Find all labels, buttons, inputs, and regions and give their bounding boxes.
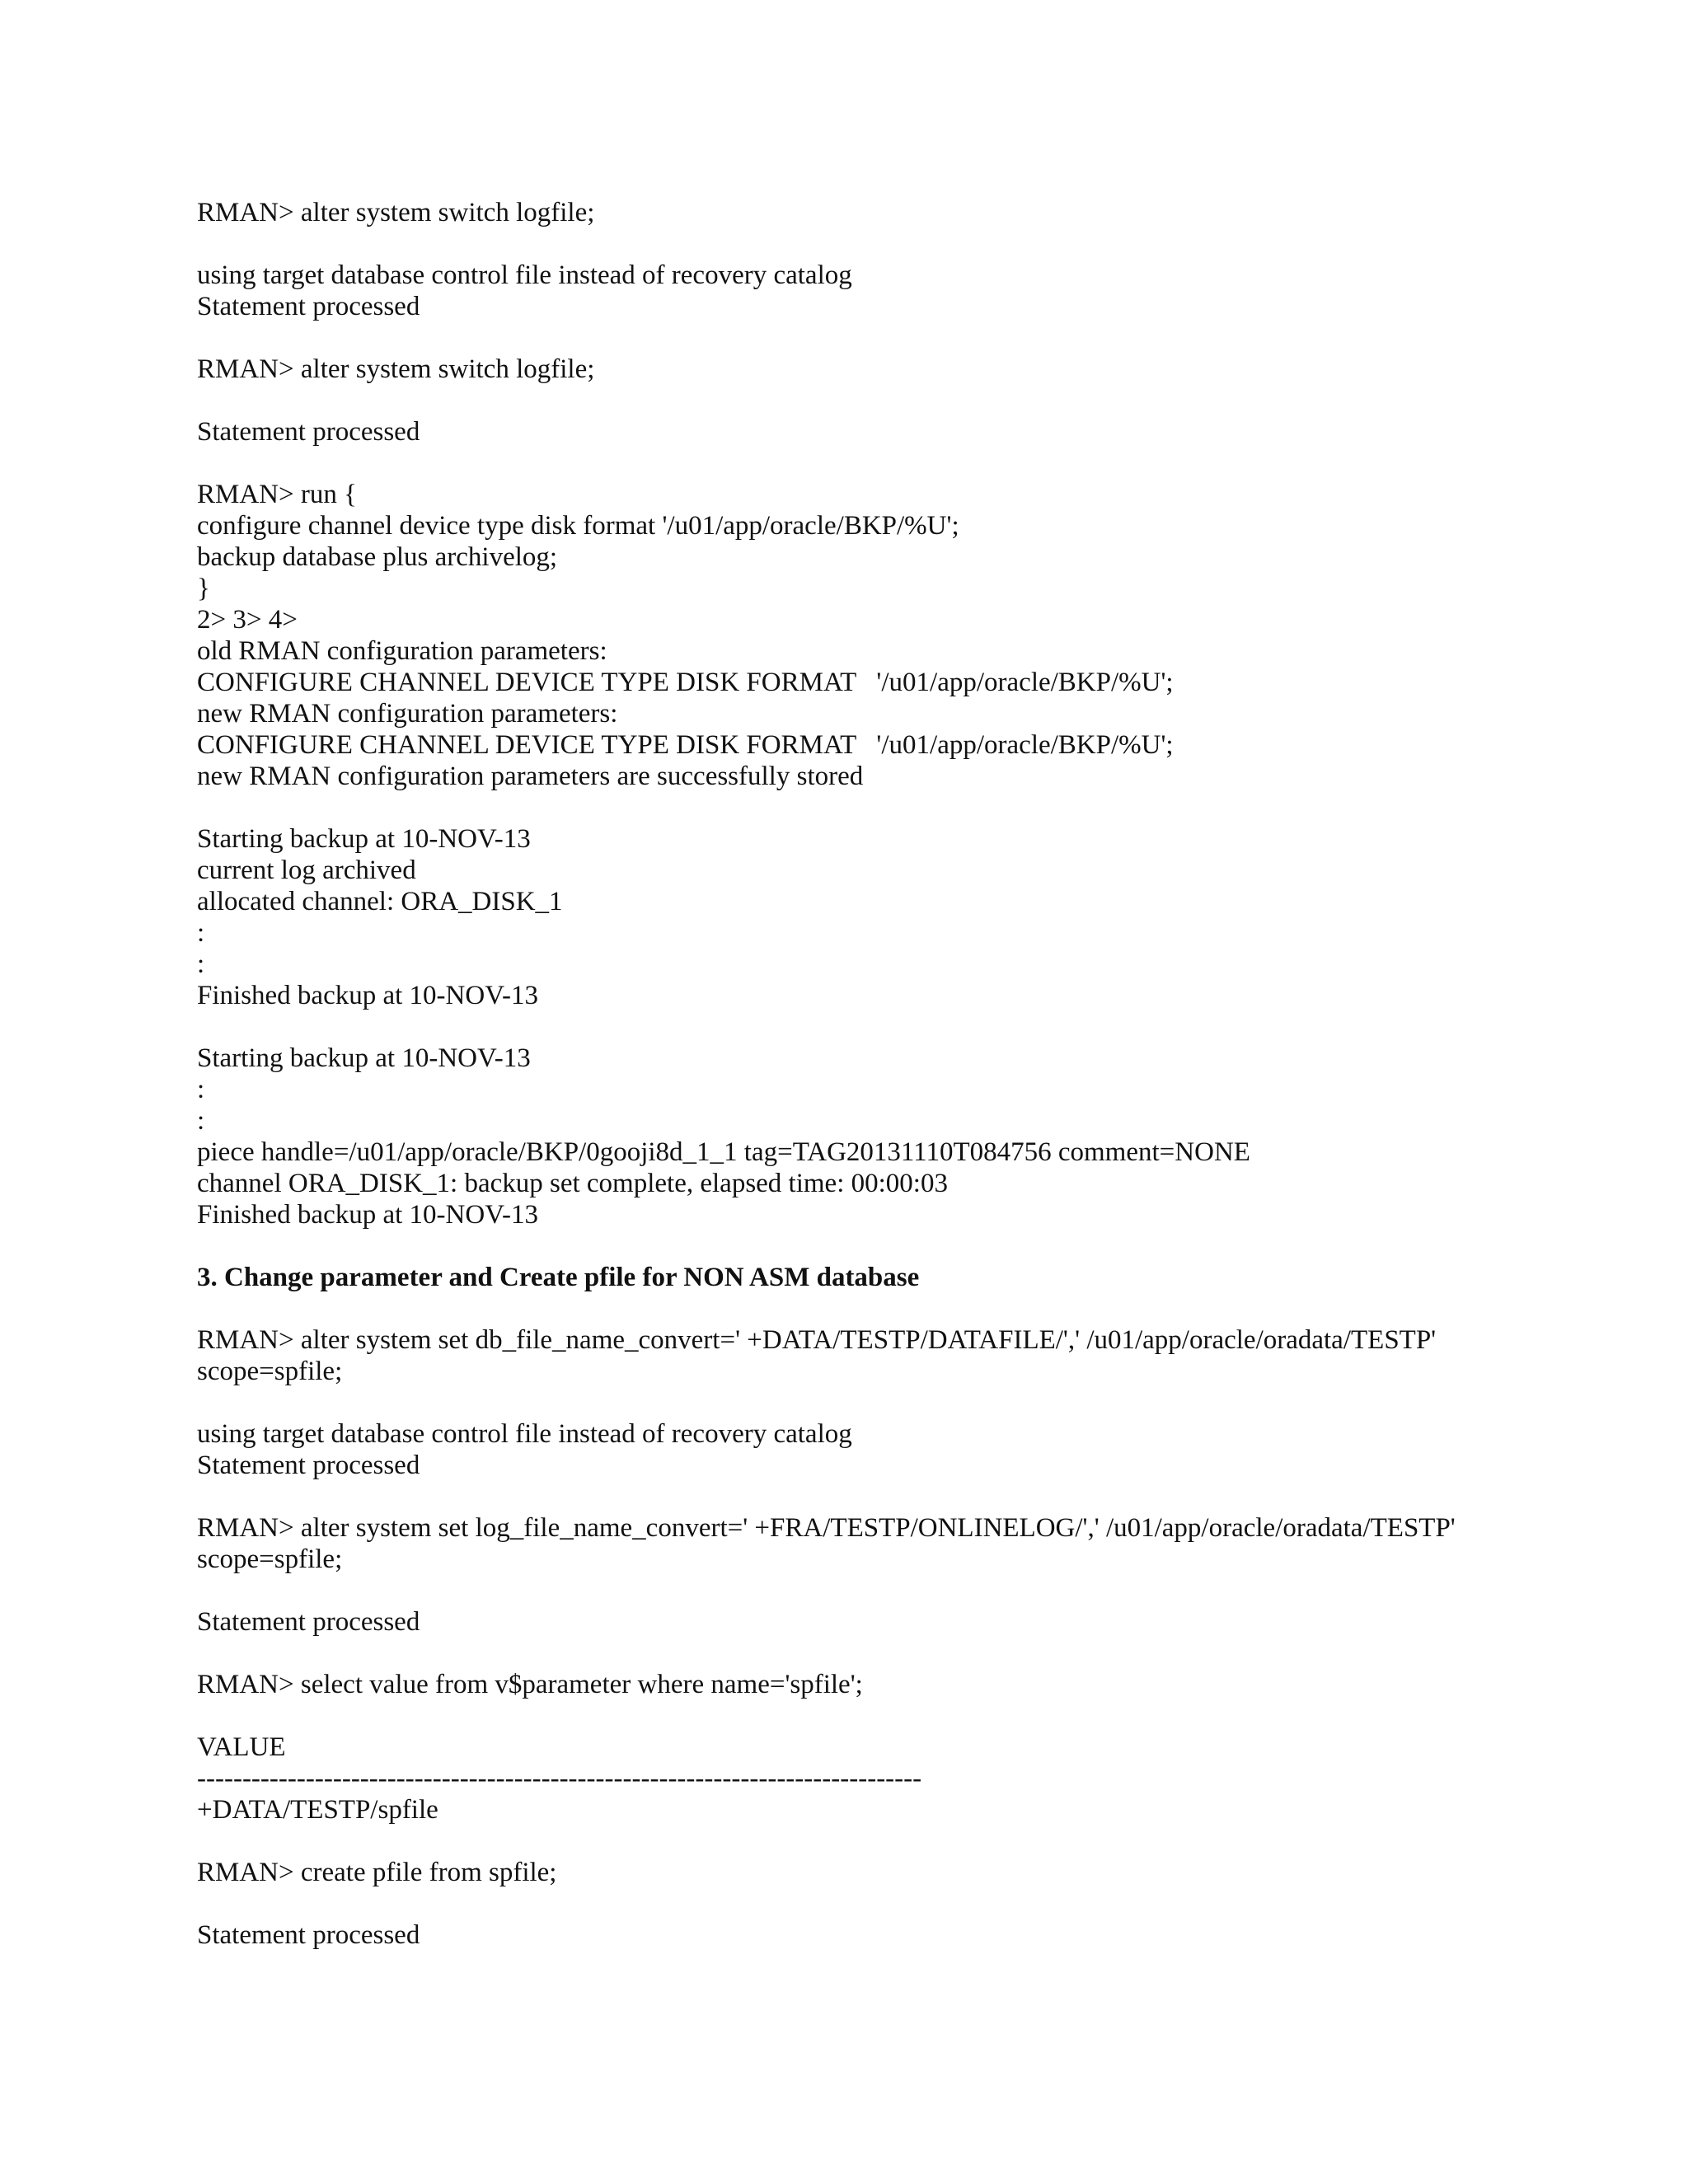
output-line: Finished backup at 10-NOV-13 [197,981,538,1010]
ellipsis-line: : [197,949,205,979]
command-line: RMAN> alter system set log_file_name_convert=' +FRA/TESTP/ONLINELOG/',' /u01/app/oracle/oradata/TESTP' [197,1513,1456,1543]
command-line: RMAN> run { [197,480,357,509]
separator-line: -------------------------------------------------------------------------------- [197,1764,922,1793]
code-line: } [197,574,210,603]
command-line: RMAN> create pfile from spfile; [197,1858,557,1887]
output-line: Finished backup at 10-NOV-13 [197,1200,538,1230]
status-line: Statement processed [197,1920,420,1950]
output-line: new RMAN configuration parameters: [197,699,618,729]
section-heading: 3. Change parameter and Create pfile for NON ASM database [197,1263,920,1292]
output-line: using target database control file instead of recovery catalog [197,260,852,290]
output-line: old RMAN configuration parameters: [197,636,607,666]
status-line: Statement processed [197,1607,420,1637]
output-line: piece handle=/u01/app/oracle/BKP/0gooji8d_1_1 tag=TAG20131110T084756 comment=NONE [197,1137,1250,1167]
code-line: scope=spfile; [197,1357,343,1386]
code-line: scope=spfile; [197,1544,343,1574]
output-line: allocated channel: ORA_DISK_1 [197,887,563,916]
ellipsis-line: : [197,918,205,948]
command-line: RMAN> select value from v$parameter where name='spfile'; [197,1670,863,1699]
command-line: RMAN> alter system set db_file_name_convert=' +DATA/TESTP/DATAFILE/',' /u01/app/oracle/oradata/TESTP' [197,1325,1437,1355]
output-line: CONFIGURE CHANNEL DEVICE TYPE DISK FORMAT '/u01/app/oracle/BKP/%U'; [197,730,1174,760]
column-header: VALUE [197,1732,286,1762]
result-value: +DATA/TESTP/spfile [197,1795,438,1825]
output-line: using target database control file instead of recovery catalog [197,1419,852,1449]
command-line: RMAN> alter system switch logfile; [197,354,595,384]
status-line: Statement processed [197,292,420,321]
command-line: RMAN> alter system switch logfile; [197,198,595,227]
output-line: Starting backup at 10-NOV-13 [197,824,531,854]
status-line: Statement processed [197,1451,420,1480]
output-line: channel ORA_DISK_1: backup set complete, elapsed time: 00:00:03 [197,1169,948,1198]
output-line: new RMAN configuration parameters are successfully stored [197,762,864,791]
code-line: configure channel device type disk format '/u01/app/oracle/BKP/%U'; [197,511,959,541]
output-line: 2> 3> 4> [197,605,298,635]
output-line: CONFIGURE CHANNEL DEVICE TYPE DISK FORMAT '/u01/app/oracle/BKP/%U'; [197,668,1174,697]
status-line: Statement processed [197,417,420,447]
code-line: backup database plus archivelog; [197,542,558,572]
ellipsis-line: : [197,1075,205,1104]
output-line: Starting backup at 10-NOV-13 [197,1043,531,1073]
output-line: current log archived [197,855,416,885]
ellipsis-line: : [197,1106,205,1136]
